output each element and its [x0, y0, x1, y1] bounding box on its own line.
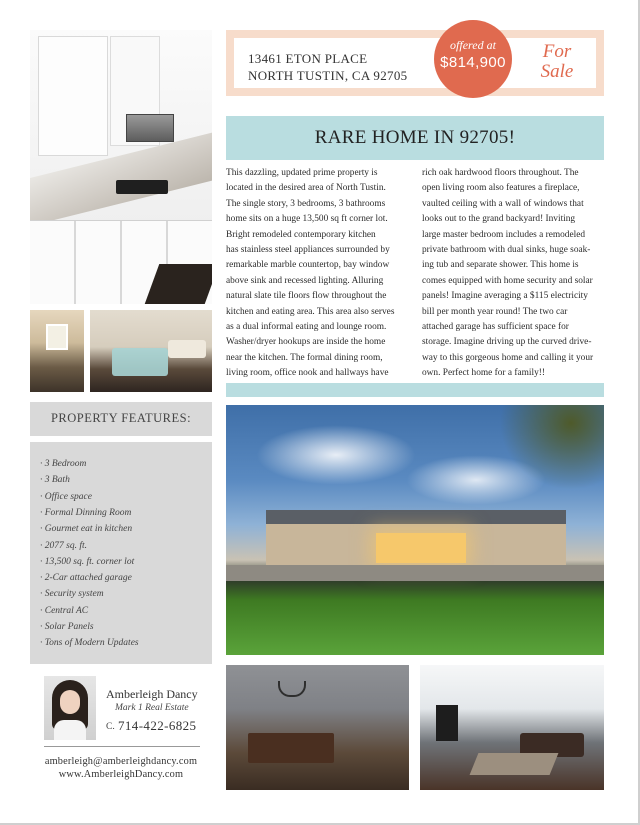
fireplace — [436, 705, 458, 741]
tree-canopy — [494, 405, 604, 495]
description-line: near the kitchen. The formal dining room, — [226, 352, 383, 363]
description-line: looks out to the grand backyard! Inviting — [422, 214, 576, 225]
agent-face — [60, 690, 80, 714]
agent-phone-prefix: C. — [106, 722, 115, 732]
description-line: located in the desired area of North Tustin. — [226, 183, 386, 194]
listing-price: $814,900 — [440, 54, 506, 71]
for-sale-line-1: For — [542, 41, 572, 62]
description-right-column — [422, 166, 604, 382]
feature-item: · Formal Dinning Room — [40, 507, 132, 518]
address-line-1: 13461 ETON PLACE — [248, 51, 368, 66]
feature-item: · Solar Panels — [40, 622, 94, 632]
description-left-column — [226, 166, 408, 382]
description-line: own. Perfect home for a family!! — [422, 368, 545, 379]
feature-item: · 13,500 sq. ft. corner lot — [40, 556, 135, 567]
teal-divider-bar — [226, 383, 604, 397]
feature-item: · Office space — [40, 491, 92, 502]
agent-email[interactable]: amberleigh@amberleighdancy.com — [44, 756, 198, 767]
feature-item: · 2-Car attached garage — [40, 573, 132, 584]
description-line: private bathroom with dual sinks, huge soak- — [422, 245, 591, 256]
kitchen-upper-cabinet — [38, 36, 108, 156]
kitchen-cooktop — [116, 180, 168, 194]
bathroom-photo — [30, 310, 84, 392]
lounge-sofa — [168, 340, 206, 358]
agent-company: Mark 1 Real Estate — [115, 703, 189, 713]
description-line: large master bedroom includes a remodeled — [422, 229, 586, 240]
bathroom-window — [46, 324, 68, 350]
description-line: storage. Imagine driving up the curved drive- — [422, 337, 592, 348]
kitchen-photo — [30, 30, 212, 304]
description-line: panels! Imagine averaging a $115 electricity — [422, 291, 588, 302]
description-line: kitchen and eating area. This area also serves — [226, 306, 395, 317]
eating-area-photo — [90, 310, 212, 392]
living-room-photo — [420, 665, 604, 790]
description-line: This dazzling, updated prime property is — [226, 168, 378, 178]
description-line: Bright remodeled contemporary kitchen — [226, 229, 376, 240]
feature-item: · 3 Bath — [40, 475, 70, 486]
patio — [226, 565, 604, 581]
description-line: natural slate tile floors flow throughout the — [226, 291, 387, 302]
feature-item: · 3 Bedroom — [40, 459, 87, 469]
dining-room-photo — [226, 665, 409, 790]
kitchen-microwave — [126, 114, 174, 142]
description-line: living room, office nook and hallways have — [226, 368, 389, 379]
description-line: rich oak hardwood floors throughout. The — [422, 168, 579, 178]
address-box — [234, 38, 596, 88]
price-badge — [434, 20, 512, 98]
description-line: ing tub and separate shower. This home is — [422, 260, 579, 271]
description-line: above sink and recessed lighting. Alluring — [226, 275, 384, 286]
headline: RARE HOME IN 92705! — [314, 127, 516, 148]
agent-phone: 714-422-6825 — [118, 718, 197, 733]
description-line: comes equipped with home security and solar — [422, 275, 593, 286]
exterior-photo — [226, 405, 604, 655]
interior-lights — [376, 533, 466, 563]
glass-table — [112, 348, 168, 376]
feature-item: · Tons of Modern Updates — [40, 638, 139, 649]
description-line: bill per month year round! The two car — [422, 306, 568, 317]
address-line-2: NORTH TUSTIN, CA 92705 — [248, 68, 408, 83]
description-line: The single story, 3 bedrooms, 3 bathrooms — [226, 198, 386, 209]
description-line: vaulted ceiling with a wall of windows that — [422, 198, 584, 209]
description-line: way to this gorgeous home and calling it your — [422, 352, 594, 363]
agent-headshot — [44, 676, 96, 740]
chandelier — [278, 681, 306, 697]
headline-band — [226, 116, 604, 160]
description-line: has stainless steel appliances surrounded by — [226, 245, 390, 256]
features-title-box — [30, 402, 212, 436]
agent-body — [54, 720, 86, 740]
description-line: as a dual informal eating and lounge room. — [226, 322, 387, 333]
feature-item: · 2077 sq. ft. — [40, 540, 87, 551]
feature-item: · Gourmet eat in kitchen — [40, 524, 133, 535]
feature-item: · Security system — [40, 589, 104, 600]
description-line: attached garage has sufficient space for — [422, 322, 569, 333]
description-line: home sits on a huge 13,500 sq ft corner lot. — [226, 214, 388, 225]
description-line: open living room also features a fireplace, — [422, 183, 580, 194]
address-band — [226, 30, 604, 96]
dining-table — [248, 733, 334, 763]
offered-label: offered at — [450, 38, 496, 52]
agent-divider — [44, 746, 200, 747]
feature-item: · Central AC — [40, 605, 89, 616]
area-rug — [470, 753, 559, 775]
agent-name: Amberleigh Dancy — [106, 687, 198, 701]
agent-website[interactable]: www.AmberleighDancy.com — [58, 769, 184, 780]
for-sale-label — [526, 42, 588, 82]
sky-cloud — [256, 425, 416, 485]
for-sale-line-2: Sale — [540, 61, 574, 82]
description-line: Washer/dryer hookups are inside the home — [226, 337, 386, 348]
features-title: PROPERTY FEATURES: — [50, 411, 192, 425]
description-line: remarkable marble countertop, bay window — [226, 260, 390, 271]
